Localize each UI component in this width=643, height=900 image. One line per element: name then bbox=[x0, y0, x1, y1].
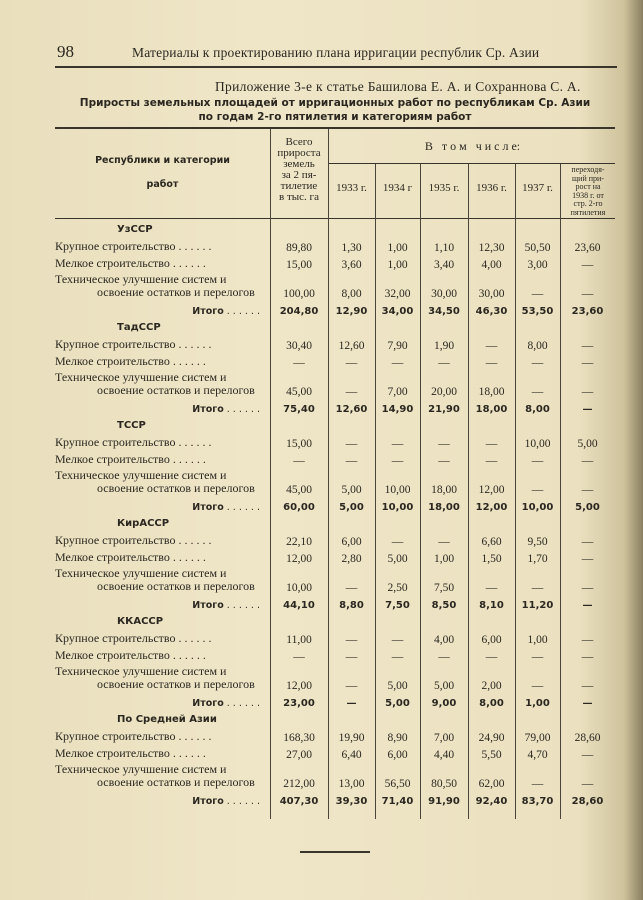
end-rule bbox=[300, 851, 370, 853]
table-row-total bbox=[55, 695, 615, 714]
column-header-1933: 1933 г. bbox=[336, 182, 367, 194]
row-label: УзССР bbox=[117, 224, 153, 235]
column-header-1937: 1937 г. bbox=[522, 182, 553, 194]
cell-value: 10,00 bbox=[524, 438, 551, 450]
cell-value: 6,40 bbox=[341, 749, 362, 761]
cell-value: 6,00 bbox=[387, 749, 408, 761]
table-row-total bbox=[55, 597, 615, 616]
header-line: за 2 пя- bbox=[281, 169, 317, 181]
cell-value: — bbox=[531, 357, 544, 369]
cell-value: — bbox=[531, 288, 544, 300]
cell-value: 18,00 bbox=[428, 502, 460, 513]
header-line: стр. 2-го bbox=[573, 199, 603, 208]
cell-value: 8,10 bbox=[479, 600, 504, 611]
cell-value: — bbox=[581, 582, 594, 594]
cell-value: — bbox=[346, 698, 357, 709]
cell-value: — bbox=[581, 455, 594, 467]
table-row bbox=[55, 550, 615, 567]
cell-value: 12,00 bbox=[478, 484, 505, 496]
cell-value: 168,30 bbox=[283, 732, 315, 744]
cell-value: 15,00 bbox=[286, 259, 312, 271]
row-label: Крупное строительство . . . bbox=[55, 239, 270, 254]
column-header-in-that-number: В т о м ч и с л е: bbox=[424, 139, 521, 153]
group-heading bbox=[55, 420, 615, 435]
table-row bbox=[55, 533, 615, 550]
cell-value: — bbox=[293, 455, 305, 467]
label-line: Техническое улучшение систем и bbox=[55, 762, 227, 776]
cell-value: — bbox=[345, 386, 358, 398]
cell-value: 1,10 bbox=[433, 242, 455, 254]
cell-value: 2,80 bbox=[341, 553, 362, 565]
cell-value: 32,00 bbox=[384, 288, 411, 300]
header-line: рост на bbox=[575, 182, 601, 191]
cell-value: 5,00 bbox=[387, 553, 408, 565]
header-line: в тыс. га bbox=[279, 191, 319, 203]
header-line: щий при- bbox=[572, 173, 604, 183]
cell-value: 4,00 bbox=[481, 259, 502, 271]
cell-value: 8,00 bbox=[525, 404, 550, 415]
row-label: Мелкое строительство . . . bbox=[55, 746, 270, 761]
row-label: ТадССР bbox=[117, 322, 161, 333]
cell-value: 12,00 bbox=[286, 680, 312, 692]
cell-value: 2,50 bbox=[387, 582, 408, 594]
cell-value: — bbox=[581, 357, 594, 369]
cell-value: 7,00 bbox=[387, 386, 408, 398]
cell-value: 19,90 bbox=[338, 732, 365, 744]
row-label bbox=[55, 371, 270, 397]
cell-value: 44,10 bbox=[283, 600, 315, 611]
row-label: Крупное строительство . . . bbox=[55, 631, 270, 646]
cell-value: 1,90 bbox=[433, 340, 455, 352]
table-row bbox=[55, 239, 615, 256]
cell-value: 5,00 bbox=[341, 484, 362, 496]
cell-value: 8,80 bbox=[339, 600, 364, 611]
column-header-label: работ bbox=[146, 179, 179, 190]
cell-value: — bbox=[345, 582, 358, 594]
cell-value: 20,00 bbox=[431, 386, 457, 398]
cell-value: 1,00 bbox=[525, 698, 550, 709]
row-label bbox=[55, 567, 270, 593]
table-row-technical bbox=[55, 273, 615, 303]
cell-value: 12,60 bbox=[338, 340, 365, 352]
cell-value: 6,60 bbox=[481, 536, 502, 548]
row-label: Мелкое строительство . . . bbox=[55, 648, 270, 663]
page-number: 98 bbox=[57, 42, 74, 61]
row-label: Итого . . . bbox=[55, 502, 260, 513]
cell-value: 30,40 bbox=[286, 340, 312, 352]
label-line: освоение остатков и перелогов bbox=[97, 579, 255, 593]
cell-value: — bbox=[438, 357, 450, 369]
header-rule bbox=[55, 66, 617, 68]
header-line: земель bbox=[283, 158, 315, 170]
cell-value: — bbox=[485, 340, 498, 352]
table-row-total bbox=[55, 499, 615, 518]
cell-value: 18,00 bbox=[478, 386, 505, 398]
cell-value: 24,90 bbox=[478, 732, 505, 744]
cell-value: 39,30 bbox=[335, 796, 368, 807]
row-label: Мелкое строительство . . . bbox=[55, 452, 270, 467]
cell-value: 23,00 bbox=[283, 698, 315, 709]
table-row-technical bbox=[55, 567, 615, 597]
cell-value: 1,00 bbox=[527, 634, 548, 646]
cell-value: — bbox=[581, 386, 594, 398]
row-label: Итого . . . bbox=[55, 796, 260, 807]
cell-value: 6,00 bbox=[341, 536, 362, 548]
cell-value: — bbox=[485, 438, 498, 450]
table-row-technical bbox=[55, 665, 615, 695]
cell-value: — bbox=[581, 340, 594, 352]
column-header-1935: 1935 г. bbox=[428, 182, 460, 194]
cell-value: — bbox=[293, 357, 305, 369]
header-line: 1938 г. от bbox=[572, 190, 604, 200]
running-title: Материалы к проектированию плана ирригации республик Ср. Азии bbox=[132, 45, 540, 60]
column-header-transition bbox=[560, 166, 616, 217]
cell-value: 18,00 bbox=[431, 484, 457, 496]
table-row bbox=[55, 337, 615, 354]
table-row bbox=[55, 256, 615, 273]
cell-value: 60,00 bbox=[283, 502, 315, 513]
cell-value: 80,50 bbox=[431, 778, 457, 790]
cell-value: — bbox=[345, 680, 358, 692]
row-label: ТССР bbox=[117, 420, 146, 431]
cell-value: — bbox=[391, 455, 404, 467]
table-row-technical bbox=[55, 763, 615, 793]
column-header-1936: 1936 г. bbox=[476, 182, 507, 194]
cell-value: 34,00 bbox=[381, 306, 414, 317]
cell-value: 75,40 bbox=[283, 404, 315, 415]
cell-value: 30,00 bbox=[431, 288, 457, 300]
label-line: освоение остатков и перелогов bbox=[97, 481, 255, 495]
cell-value: 22,10 bbox=[286, 536, 312, 548]
cell-value: 83,70 bbox=[521, 796, 554, 807]
label-line: Техническое улучшение систем и bbox=[55, 272, 227, 286]
cell-value: — bbox=[531, 386, 544, 398]
cell-value: 12,00 bbox=[475, 502, 508, 513]
cell-value: 89,80 bbox=[286, 242, 312, 254]
row-label: По Средней Азии bbox=[117, 714, 217, 725]
cell-value: — bbox=[531, 582, 544, 594]
label-line: Техническое улучшение систем и bbox=[55, 468, 227, 482]
group-heading bbox=[55, 224, 615, 239]
cell-value: 11,00 bbox=[286, 634, 312, 646]
cell-value: 9,50 bbox=[527, 536, 548, 548]
cell-value: — bbox=[531, 484, 544, 496]
cell-value: — bbox=[581, 749, 594, 761]
cell-value: — bbox=[438, 438, 450, 450]
header-line: тилетие bbox=[280, 180, 318, 192]
cell-value: 10,00 bbox=[381, 502, 414, 513]
row-label: КирАССР bbox=[117, 518, 170, 529]
row-label: Крупное строительство . . . bbox=[55, 337, 270, 352]
label-line: освоение остатков и перелогов bbox=[97, 775, 255, 789]
table-row bbox=[55, 648, 615, 665]
cell-value: 5,00 bbox=[433, 680, 455, 692]
cell-value: 13,00 bbox=[338, 778, 365, 790]
cell-value: — bbox=[391, 651, 404, 663]
table-row-total bbox=[55, 401, 615, 420]
column-header-total bbox=[270, 137, 328, 203]
label-line: освоение остатков и перелогов bbox=[97, 285, 255, 299]
cell-value: 53,50 bbox=[521, 306, 554, 317]
cell-value: — bbox=[531, 455, 544, 467]
cell-value: — bbox=[581, 536, 594, 548]
cell-value: 10,00 bbox=[521, 502, 554, 513]
table-row-technical bbox=[55, 469, 615, 499]
cell-value: 23,60 bbox=[571, 306, 604, 317]
cell-value: — bbox=[345, 634, 358, 646]
table-title-line-1: Приросты земельных площадей от ирригационных работ по республикам Ср. Азии bbox=[79, 97, 591, 109]
label-line: Техническое улучшение систем и bbox=[55, 566, 227, 580]
cell-value: 204,80 bbox=[279, 306, 319, 317]
group-heading bbox=[55, 322, 615, 337]
cell-value: 7,90 bbox=[387, 340, 408, 352]
column-header-1934: 1934 г bbox=[382, 182, 413, 194]
cell-value: — bbox=[582, 698, 593, 709]
cell-value: 1,30 bbox=[341, 242, 362, 254]
cell-value: — bbox=[438, 651, 450, 663]
table-row bbox=[55, 746, 615, 763]
cell-value: 9,00 bbox=[431, 698, 457, 709]
row-label: Итого . . . bbox=[55, 600, 260, 611]
cell-value: 23,60 bbox=[574, 242, 601, 254]
cell-value: — bbox=[531, 680, 544, 692]
row-label: Итого . . . bbox=[55, 404, 260, 415]
cell-value: 5,00 bbox=[577, 438, 598, 450]
cell-value: — bbox=[485, 582, 498, 594]
cell-value: 12,90 bbox=[335, 306, 368, 317]
group-heading bbox=[55, 616, 615, 631]
cell-value: — bbox=[391, 536, 404, 548]
row-label: Крупное строительство . . . bbox=[55, 729, 270, 744]
table-row bbox=[55, 452, 615, 469]
cell-value: 1,50 bbox=[481, 553, 502, 565]
table-header-bottom-rule bbox=[55, 218, 615, 219]
cell-value: — bbox=[581, 259, 594, 271]
cell-value: 10,00 bbox=[286, 582, 312, 594]
header-line: переходя- bbox=[571, 165, 605, 174]
row-label: Крупное строительство . . . bbox=[55, 533, 270, 548]
cell-value: 8,00 bbox=[527, 340, 548, 352]
cell-value: — bbox=[581, 553, 594, 565]
cell-value: 12,00 bbox=[286, 553, 312, 565]
table-row-total bbox=[55, 303, 615, 322]
cell-value: — bbox=[581, 634, 594, 646]
cell-value: — bbox=[531, 778, 544, 790]
cell-value: — bbox=[345, 357, 358, 369]
cell-value: — bbox=[581, 778, 594, 790]
group-heading bbox=[55, 518, 615, 533]
cell-value: — bbox=[438, 536, 450, 548]
header-line: Всего bbox=[285, 136, 313, 148]
row-label: Мелкое строительство . . . bbox=[55, 256, 270, 271]
cell-value: 1,00 bbox=[387, 242, 408, 254]
cell-value: — bbox=[582, 404, 593, 415]
table-row bbox=[55, 729, 615, 746]
row-label: Итого . . . bbox=[55, 698, 260, 709]
row-label bbox=[55, 763, 270, 789]
cell-value: 5,00 bbox=[387, 680, 408, 692]
cell-value: — bbox=[485, 455, 498, 467]
cell-value: 28,60 bbox=[571, 796, 604, 807]
cell-value: 30,00 bbox=[478, 288, 505, 300]
cell-value: 212,00 bbox=[283, 778, 315, 790]
table-row-total bbox=[55, 793, 615, 812]
table-row bbox=[55, 354, 615, 371]
cell-value: 4,00 bbox=[433, 634, 455, 646]
row-label: Мелкое строительство . . . bbox=[55, 354, 270, 369]
cell-value: 91,90 bbox=[428, 796, 460, 807]
row-label bbox=[55, 469, 270, 495]
cell-value: 5,00 bbox=[575, 502, 600, 513]
cell-value: 7,00 bbox=[433, 732, 455, 744]
cell-value: 5,00 bbox=[339, 502, 364, 513]
cell-value: — bbox=[581, 651, 594, 663]
cell-value: 62,00 bbox=[478, 778, 505, 790]
row-label: Итого . . . bbox=[55, 306, 260, 317]
row-label: ККАССР bbox=[117, 616, 164, 627]
cell-value: 12,60 bbox=[335, 404, 368, 415]
cell-value: 8,50 bbox=[431, 600, 457, 611]
cell-value: 3,40 bbox=[433, 259, 455, 271]
column-header-label: Республики и категории bbox=[95, 155, 230, 166]
cell-value: — bbox=[345, 651, 358, 663]
row-label bbox=[55, 665, 270, 691]
cell-value: 100,00 bbox=[283, 288, 315, 300]
cell-value: 1,00 bbox=[433, 553, 455, 565]
cell-value: 11,20 bbox=[521, 600, 554, 611]
cell-value: — bbox=[345, 438, 358, 450]
cell-value: 92,40 bbox=[475, 796, 508, 807]
label-line: освоение остатков и перелогов bbox=[97, 677, 255, 691]
cell-value: 407,30 bbox=[279, 796, 319, 807]
label-line: Техническое улучшение систем и bbox=[55, 664, 227, 678]
cell-value: — bbox=[391, 634, 404, 646]
cell-value: — bbox=[438, 455, 450, 467]
cell-value: 8,00 bbox=[341, 288, 362, 300]
row-label: Мелкое строительство . . . bbox=[55, 550, 270, 565]
cell-value: 50,50 bbox=[524, 242, 551, 254]
table-body bbox=[55, 224, 615, 812]
cell-value: 56,50 bbox=[384, 778, 411, 790]
cell-value: — bbox=[391, 357, 404, 369]
cell-value: 7,50 bbox=[433, 582, 455, 594]
cell-value: 4,40 bbox=[433, 749, 455, 761]
row-label: Крупное строительство . . . bbox=[55, 435, 270, 450]
table-top-rule bbox=[55, 127, 615, 129]
cell-value: 15,00 bbox=[286, 438, 312, 450]
cell-value: 27,00 bbox=[286, 749, 312, 761]
cell-value: — bbox=[581, 484, 594, 496]
cell-value: 8,90 bbox=[387, 732, 408, 744]
cell-value: 14,90 bbox=[381, 404, 414, 415]
cell-value: 4,70 bbox=[527, 749, 548, 761]
cell-value: — bbox=[581, 288, 594, 300]
cell-value: 7,50 bbox=[385, 600, 410, 611]
cell-value: — bbox=[531, 651, 544, 663]
cell-value: 5,00 bbox=[385, 698, 410, 709]
label-line: освоение остатков и перелогов bbox=[97, 383, 255, 397]
cell-value: 5,50 bbox=[481, 749, 502, 761]
label-line: Техническое улучшение систем и bbox=[55, 370, 227, 384]
cell-value: 1,00 bbox=[387, 259, 408, 271]
cell-value: — bbox=[582, 600, 593, 611]
cell-value: 3,60 bbox=[341, 259, 362, 271]
table-row bbox=[55, 631, 615, 648]
cell-value: 45,00 bbox=[286, 484, 312, 496]
header-line: прироста bbox=[277, 147, 321, 159]
subheader-rule bbox=[328, 163, 615, 164]
cell-value: — bbox=[391, 438, 404, 450]
cell-value: 34,50 bbox=[428, 306, 460, 317]
cell-value: — bbox=[485, 357, 498, 369]
cell-value: 46,30 bbox=[475, 306, 508, 317]
group-heading bbox=[55, 714, 615, 729]
table-row bbox=[55, 435, 615, 452]
cell-value: 28,60 bbox=[574, 732, 601, 744]
appendix-note: Приложение 3-е к статье Башилова Е. А. и Сохраннова С. А. bbox=[215, 79, 581, 94]
cell-value: 8,00 bbox=[479, 698, 504, 709]
cell-value: 45,00 bbox=[286, 386, 312, 398]
row-label bbox=[55, 273, 270, 299]
table-row-technical bbox=[55, 371, 615, 401]
cell-value: 2,00 bbox=[481, 680, 502, 692]
table-title-line-2: по годам 2-го пятилетия и категориям работ bbox=[198, 111, 472, 123]
header-line: пятилетия bbox=[570, 207, 606, 217]
cell-value: — bbox=[485, 651, 498, 663]
cell-value: 21,90 bbox=[428, 404, 460, 415]
cell-value: 10,00 bbox=[384, 484, 411, 496]
cell-value: 1,70 bbox=[527, 553, 548, 565]
cell-value: — bbox=[581, 680, 594, 692]
cell-value: — bbox=[293, 651, 305, 663]
cell-value: — bbox=[345, 455, 358, 467]
cell-value: 71,40 bbox=[381, 796, 414, 807]
cell-value: 3,00 bbox=[527, 259, 548, 271]
cell-value: 79,00 bbox=[524, 732, 551, 744]
cell-value: 12,30 bbox=[478, 242, 505, 254]
cell-value: 6,00 bbox=[481, 634, 502, 646]
cell-value: 18,00 bbox=[475, 404, 508, 415]
